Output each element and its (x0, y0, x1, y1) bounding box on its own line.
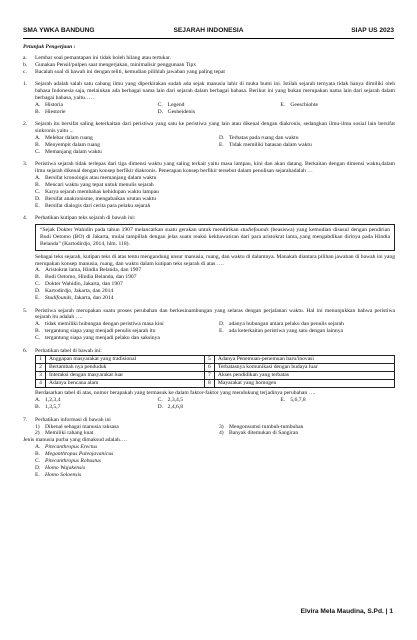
info-item: 4) Banyak ditemukan di Sangiran (219, 430, 299, 437)
option-a[interactable]: A. tidak memiliki hubungan dengan peristiwa masa kini (35, 321, 164, 328)
option-e[interactable]: E. Bersifat dialogis dari cerita para pelaku sejarah (35, 202, 151, 209)
exam-title: SIAP US 2023 (351, 27, 394, 34)
question-7 (23, 417, 395, 479)
instruction-item: c. Bacalah soal di bawah ini dengan teliti, kemudian pilihlah jawaban yang paling tepat (23, 68, 225, 75)
answer-options (35, 102, 395, 116)
answer-options (35, 321, 395, 342)
question-5 (23, 308, 395, 343)
question-3 (23, 161, 395, 209)
option-a[interactable]: A. Pitecanthropus Erectus (35, 444, 98, 451)
question-number: 4. (23, 215, 28, 222)
option-a[interactable]: A. Historia (35, 101, 64, 108)
option-c[interactable]: C. Karya sejarah membahas kehidupan waktu lampau (35, 188, 159, 195)
option-d[interactable]: D. Terbatas pada ruang dan waktu (219, 134, 299, 141)
option-b[interactable]: B. 1,3,5,7 (35, 404, 61, 411)
option-e[interactable]: E. Studifounds, Jakarta, dan 2014 (35, 295, 114, 302)
question-intro: Perhatikan informasi di bawah ini (35, 416, 111, 423)
option-c[interactable]: C. Dokter Wahidin, Jakarta, dan 1907 (35, 281, 123, 288)
subject-title: SEJARAH INDONESIA (173, 27, 244, 34)
question-6 (23, 348, 395, 412)
table-row: 4 Adanya bencana alam 8 Mayarakat yang homogen (36, 380, 395, 388)
question-2 (23, 121, 395, 156)
answer-options (35, 135, 395, 156)
question-text: Berdasarkan tabel di atas, nomor berapakah yang termasuk ke dalam faktor-faktor yang mendukung terjadinya perubahan …. (35, 390, 316, 397)
question-text: Peristiwa sejarah tidak terlepas dari tiga dimensi waktu yang saling terkait yaitu masa lampau, kini dan akan datang. Berkaitan dengan dimensi waktu,dalam ilmu sejarah dikenal dengan konsep berfikir diakronis. Penerapan konsep berfikir tersebut dalam penulisan sejarahadalah … (35, 161, 395, 175)
answer-options (35, 175, 395, 210)
instructions-title: Petunjuk Pengerjaan : (23, 44, 76, 50)
table-row: 3 Interaksi dengan masyarakat luar 7 Akses pendidikan yang terbatas (36, 372, 395, 380)
question-text: Sejarah adalah salah satu cabang ilmu yang diperkirakan sudah ada sejak manusia lahir di muka bumi ini. Istilah sejarah ternyata tidak hanya dimiliki oleh bahasa Indonesia saja, melainkan ada berbagai nama lain dari sejarah dalam berbagai bahasa. Berikut ini yang bukan merupakan nama lain dari sejarah dalam berbagai bahasa, yaitu…. . (35, 81, 395, 101)
option-c[interactable]: C. tergantung siapa yang menjadi pelaku dan saksinya (35, 335, 160, 342)
option-b[interactable]: B. Hiestorie (35, 108, 66, 115)
question-number: 5. (23, 307, 28, 314)
page-footer: Elvira Mela Maudina, S.Pd. | 1 (300, 608, 393, 615)
answer-options (35, 267, 395, 302)
school-name: SMA YWKA BANDUNG (23, 27, 95, 34)
answer-options (35, 397, 395, 411)
option-d[interactable]: D. Gesheidenis (157, 108, 195, 115)
question-text: Peristiwa sejarah merupakan suatu proses perubahan dan berkesinambungan yang selaras dengan perjalanan waktu. Hal ini menunjukkan bahwa peristiwa sejarah itu adalah …. (35, 307, 395, 321)
info-item: 1) Dikenal sebagai manusia raksasa (35, 423, 119, 430)
instructions-list (23, 55, 395, 76)
option-c[interactable]: C. 2,3,4,5 (157, 397, 184, 404)
quote-box: “Sejak Dokter Wahidin pada tahun 1907 melancarkan suatu gerakan untuk mendirikan studiefounds (beasiswa) yang kemudian disusul dengan pendirian Budi Oetomo (BO) di Jakarta, mulai tampillah dengan jelas suatu reaksi kekhawatiran dari para aristokrat lama,.yang mengabdikan dirinya pada Hindia Belanda” (Kartodirdjo, 2014, hlm. 118). (35, 224, 395, 251)
question-number: 3. (23, 161, 28, 168)
info-list (35, 424, 395, 438)
option-e[interactable]: E. Homo Soloensis (35, 471, 82, 478)
page-header (23, 27, 394, 37)
question-number: 1. (23, 81, 28, 88)
option-a[interactable]: A. Aristokrat lama, Hindia Belanda, dan 1907 (35, 267, 142, 274)
option-b[interactable]: B. Mencari waktu yang tepat untuk menulis sejarah (35, 181, 154, 188)
option-c[interactable]: C. Legend (157, 101, 185, 108)
question-intro: Perhatikan kutipan teks sejarah di bawah ini: (35, 215, 136, 222)
option-e[interactable]: E. Tidak memiliki batasan dalam waktu (219, 141, 312, 148)
question-text: Jenis manusia purba yang dimaksud adalah…. (23, 437, 127, 444)
option-e[interactable]: E. ada keterkaitan peristiwa yang satu dengan lainnya (219, 328, 344, 335)
option-b[interactable]: B. tergantung siapa yang menjadi penulis sejarah itu (35, 328, 156, 335)
option-a[interactable]: A. Bersifat kronologis atau memanjang dalam waktu (35, 175, 157, 181)
instruction-item: a. Lembar soal pemantapan ini tidak boleh hilang atau tertukar. (23, 54, 171, 61)
question-text: Sebagai teks sejarah, kutipan teks di atas tentu mengandung unsur manusia, ruang, dan waktu di dalamnya. Manakah diantara pilihan jawaban di bawah ini yang merupakan konsep manusia, ruang, dan waktu dalam kutipan teks sejarah di atas …. (35, 253, 395, 267)
question-1 (23, 81, 395, 116)
instruction-item: b. Gunakan Pensil/pulpen saat mengerjakan, minimalisir penggunaan Tipx (23, 61, 197, 68)
option-c[interactable]: C. Pitecanthropus Robustus (35, 458, 101, 465)
question-number: 2. (23, 121, 28, 128)
option-e[interactable]: E. Geeschiohte (280, 101, 318, 108)
option-d[interactable]: D. Bersifat anakronisme, mengabaikan urutan waktu (35, 195, 157, 202)
info-item: 3) Mengonsumsi tumbuh-tumbuhan (219, 423, 304, 430)
table-row: 1 Anggapan masyarakat yang tradisional 5 Adanya Penemuan-penemuan baru/inovasi (36, 356, 395, 364)
option-d[interactable]: D. Homo Wajakensis (35, 465, 86, 471)
answer-options (35, 444, 395, 479)
factors-table (35, 355, 395, 388)
table-row: 2 Bertambah nya penduduk 6 Terbatasnya komunikasi dengan budaya luar (36, 364, 395, 372)
option-a[interactable]: A. 1,2,3,4 (35, 397, 61, 404)
option-b[interactable]: B. Budi Oetomo, Hindia Belanda, dan 1907 (35, 274, 137, 281)
option-b[interactable]: B. Meganthropus Paleojavanicus (35, 451, 114, 458)
question-4 (23, 215, 395, 302)
header-divider (23, 38, 394, 39)
option-c[interactable]: C. Memanjang dalam waktu (35, 148, 102, 155)
option-a[interactable]: A. Melebar dalam ruang (35, 134, 93, 141)
exam-content (23, 44, 395, 479)
question-text: Sejarah itu bersifat saling keterkaitan dari peristiwa yang satu ke peristiwa yang lain atau dikenal dengan diakronis, sedangkan ilmu-ilmu sosial lain bersifat sinkronis yaitu ... (35, 121, 395, 135)
question-number: 6. (23, 347, 28, 354)
info-item: 2) Memiliki rahang kuat (35, 430, 94, 437)
option-b[interactable]: B. Menyempit dalam ruang (35, 141, 100, 148)
option-d[interactable]: D. adanya hubungan antara pelaku dan penulis sejarah (219, 321, 344, 328)
question-number: 7. (23, 416, 28, 423)
option-d[interactable]: D. 2,4,6,8 (157, 404, 184, 411)
option-d[interactable]: D. Kartodirdjo, Jakarta, dan 2014 (35, 288, 114, 295)
question-intro: Perhatikan tabel di bawah ini: (35, 347, 102, 354)
option-e[interactable]: E. 5,6,7,8 (280, 397, 306, 404)
